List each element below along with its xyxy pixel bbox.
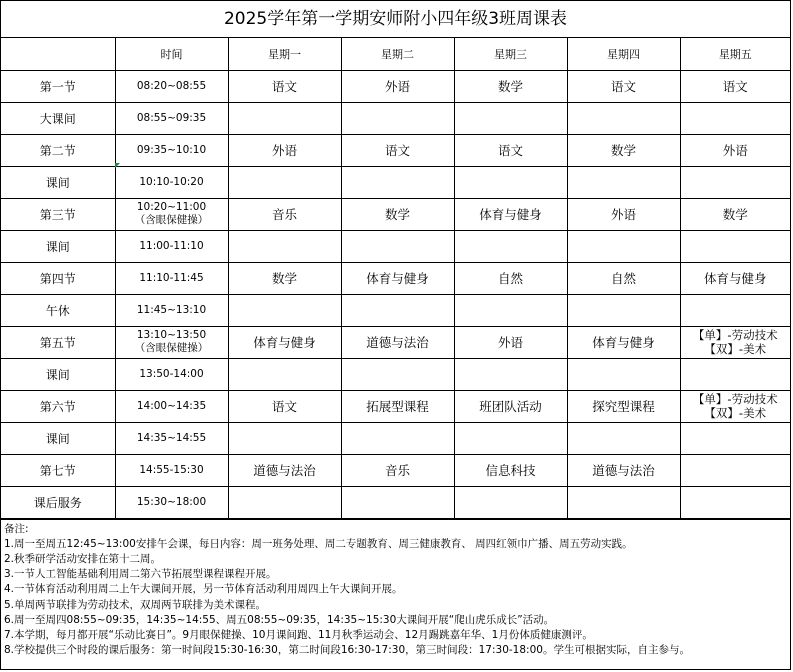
period-time: 14:00~14:35 <box>115 390 228 422</box>
period-label: 课间 <box>1 230 115 262</box>
cell-wednesday <box>454 102 567 134</box>
period-time: 14:35~14:55 <box>115 422 228 454</box>
period-label: 课间 <box>1 166 115 198</box>
cell-tuesday <box>341 230 454 262</box>
note-line: 3.一节人工智能基础利用周二第六节拓展型课程课程开展。 <box>4 568 277 581</box>
cell-tuesday <box>341 102 454 134</box>
period-time: 09:35~10:10 <box>115 134 228 166</box>
cell-thursday: 数学 <box>567 134 680 166</box>
note-line: 6.周一至周四08:55~09:35，14:35~14:55、周五08:55~09:35，14:35~15:30大课间开展“爬山虎乐成长”活动。 <box>4 613 555 626</box>
period-label: 第一节 <box>1 70 115 102</box>
notes-section <box>1 519 790 659</box>
period-label: 第五节 <box>1 326 115 358</box>
cell-wednesday <box>454 358 567 390</box>
timetable <box>1 38 790 519</box>
cell-monday: 道德与法治 <box>228 454 341 486</box>
table-row <box>1 454 790 486</box>
period-time: 15:30~18:00 <box>115 486 228 518</box>
note-line: 5.单周两节联排为劳动技术，双周两节联排为美术课程。 <box>4 598 267 611</box>
cell-thursday <box>567 422 680 454</box>
period-time: 11:10-11:45 <box>115 262 228 294</box>
cell-monday <box>228 358 341 390</box>
cell-thursday: 语文 <box>567 70 680 102</box>
cell-wednesday <box>454 422 567 454</box>
period-time-range: 10:20~11:00 <box>136 201 207 213</box>
cell-thursday <box>567 294 680 326</box>
header-time: 时间 <box>115 38 228 70</box>
cell-thursday <box>567 358 680 390</box>
note-line: 2.秋季研学活动安排在第十二周。 <box>4 552 162 565</box>
header-friday: 星期五 <box>680 38 790 70</box>
cell-tuesday: 音乐 <box>341 454 454 486</box>
cell-friday <box>680 486 790 518</box>
header-monday: 星期一 <box>228 38 341 70</box>
note-line: 4.一节体育活动利用周二上午大课间开展，另一节体育活动利用周四上午大课间开展。 <box>4 583 403 596</box>
cell-friday <box>680 454 790 486</box>
period-label: 课间 <box>1 422 115 454</box>
header-corner-cell <box>1 38 115 70</box>
note-line: 1.周一至周五12:45~13:00安排午会课，每日内容：周一班务处理、周二专题教育、周三健康教育、 周四红领巾广播、周五劳动实践。 <box>4 537 633 550</box>
cell-monday: 语文 <box>228 390 341 422</box>
header-wednesday: 星期三 <box>454 38 567 70</box>
period-time <box>115 198 228 230</box>
cell-friday <box>680 294 790 326</box>
cell-tuesday <box>341 294 454 326</box>
cell-tuesday <box>341 358 454 390</box>
table-row <box>1 198 790 230</box>
period-label: 午休 <box>1 294 115 326</box>
period-time: 10:10-10:20 <box>115 166 228 198</box>
period-time-range: 13:10~13:50 <box>136 329 207 341</box>
table-row <box>1 486 790 518</box>
cell-comment-marker <box>115 163 120 168</box>
cell-wednesday: 自然 <box>454 262 567 294</box>
table-row <box>1 294 790 326</box>
cell-wednesday <box>454 486 567 518</box>
period-time: 11:45~13:10 <box>115 294 228 326</box>
period-label: 第三节 <box>1 198 115 230</box>
period-label: 课后服务 <box>1 486 115 518</box>
cell-friday <box>680 102 790 134</box>
cell-friday <box>680 230 790 262</box>
table-row <box>1 134 790 166</box>
period-time: 08:20~08:55 <box>115 70 228 102</box>
period-time <box>115 326 228 358</box>
cell-tuesday: 语文 <box>341 134 454 166</box>
cell-wednesday: 外语 <box>454 326 567 358</box>
period-label: 第二节 <box>1 134 115 166</box>
cell-monday <box>228 294 341 326</box>
cell-tuesday <box>341 422 454 454</box>
cell-monday <box>228 486 341 518</box>
cell-thursday <box>567 102 680 134</box>
cell-monday <box>228 422 341 454</box>
notes-heading: 备注: <box>4 522 29 535</box>
table-row <box>1 166 790 198</box>
period-label: 课间 <box>1 358 115 390</box>
period-time-note: （含眼保健操） <box>134 342 209 354</box>
cell-friday: 外语 <box>680 134 790 166</box>
cell-thursday: 外语 <box>567 198 680 230</box>
cell-tuesday <box>341 486 454 518</box>
friday-odd-week: 【单】-劳动技术 <box>692 392 778 406</box>
table-row <box>1 70 790 102</box>
cell-friday: 体育与健身 <box>680 262 790 294</box>
cell-tuesday: 体育与健身 <box>341 262 454 294</box>
cell-monday <box>228 230 341 262</box>
sheet-title: 2025学年第一学期安师附小四年级3班周课表 <box>1 1 790 38</box>
table-row <box>1 390 790 422</box>
friday-odd-week: 【单】-劳动技术 <box>692 328 778 342</box>
cell-wednesday: 班团队活动 <box>454 390 567 422</box>
cell-wednesday <box>454 166 567 198</box>
cell-wednesday: 信息科技 <box>454 454 567 486</box>
period-label: 第四节 <box>1 262 115 294</box>
cell-monday: 语文 <box>228 70 341 102</box>
cell-thursday: 体育与健身 <box>567 326 680 358</box>
cell-friday <box>680 166 790 198</box>
cell-thursday <box>567 230 680 262</box>
cell-friday <box>680 326 790 358</box>
cell-friday <box>680 390 790 422</box>
friday-even-week: 【双】-美术 <box>704 406 767 420</box>
note-line: 8.学校提供三个时段的课后服务：第一时间段15:30-16:30，第二时间段16:30-17:30，第三时间段：17:30-18:00。学生可根据实际，自主参与。 <box>4 644 690 657</box>
period-time: 11:00-11:10 <box>115 230 228 262</box>
cell-tuesday: 外语 <box>341 70 454 102</box>
cell-friday <box>680 358 790 390</box>
period-time: 08:55~09:35 <box>115 102 228 134</box>
cell-monday: 数学 <box>228 262 341 294</box>
cell-thursday <box>567 166 680 198</box>
cell-friday: 数学 <box>680 198 790 230</box>
cell-monday <box>228 102 341 134</box>
table-row <box>1 358 790 390</box>
header-thursday: 星期四 <box>567 38 680 70</box>
period-time: 14:55-15:30 <box>115 454 228 486</box>
table-row <box>1 230 790 262</box>
cell-tuesday: 拓展型课程 <box>341 390 454 422</box>
cell-monday: 体育与健身 <box>228 326 341 358</box>
period-label: 第七节 <box>1 454 115 486</box>
period-label: 大课间 <box>1 102 115 134</box>
table-row <box>1 422 790 454</box>
cell-friday <box>680 422 790 454</box>
note-line: 7.本学期，每月都开展“乐动比赛日”。9月眼保健操、10月课间跑、11月秋季运动会、12月踢跳嘉年华、1月份体质健康测评。 <box>4 628 593 641</box>
cell-monday: 外语 <box>228 134 341 166</box>
period-time-note: （含眼保健操） <box>134 214 209 226</box>
table-row <box>1 262 790 294</box>
cell-thursday: 自然 <box>567 262 680 294</box>
period-label: 第六节 <box>1 390 115 422</box>
header-row <box>1 38 790 70</box>
friday-even-week: 【双】-美术 <box>704 342 767 356</box>
cell-wednesday <box>454 230 567 262</box>
period-time: 13:50-14:00 <box>115 358 228 390</box>
cell-monday <box>228 166 341 198</box>
cell-tuesday: 道德与法治 <box>341 326 454 358</box>
cell-friday: 语文 <box>680 70 790 102</box>
cell-monday: 音乐 <box>228 198 341 230</box>
cell-thursday: 道德与法治 <box>567 454 680 486</box>
cell-tuesday <box>341 166 454 198</box>
table-row <box>1 326 790 358</box>
cell-wednesday <box>454 294 567 326</box>
table-row <box>1 102 790 134</box>
cell-thursday <box>567 486 680 518</box>
cell-thursday: 探究型课程 <box>567 390 680 422</box>
cell-wednesday: 语文 <box>454 134 567 166</box>
cell-tuesday: 数学 <box>341 198 454 230</box>
cell-wednesday: 体育与健身 <box>454 198 567 230</box>
header-tuesday: 星期二 <box>341 38 454 70</box>
cell-wednesday: 数学 <box>454 70 567 102</box>
